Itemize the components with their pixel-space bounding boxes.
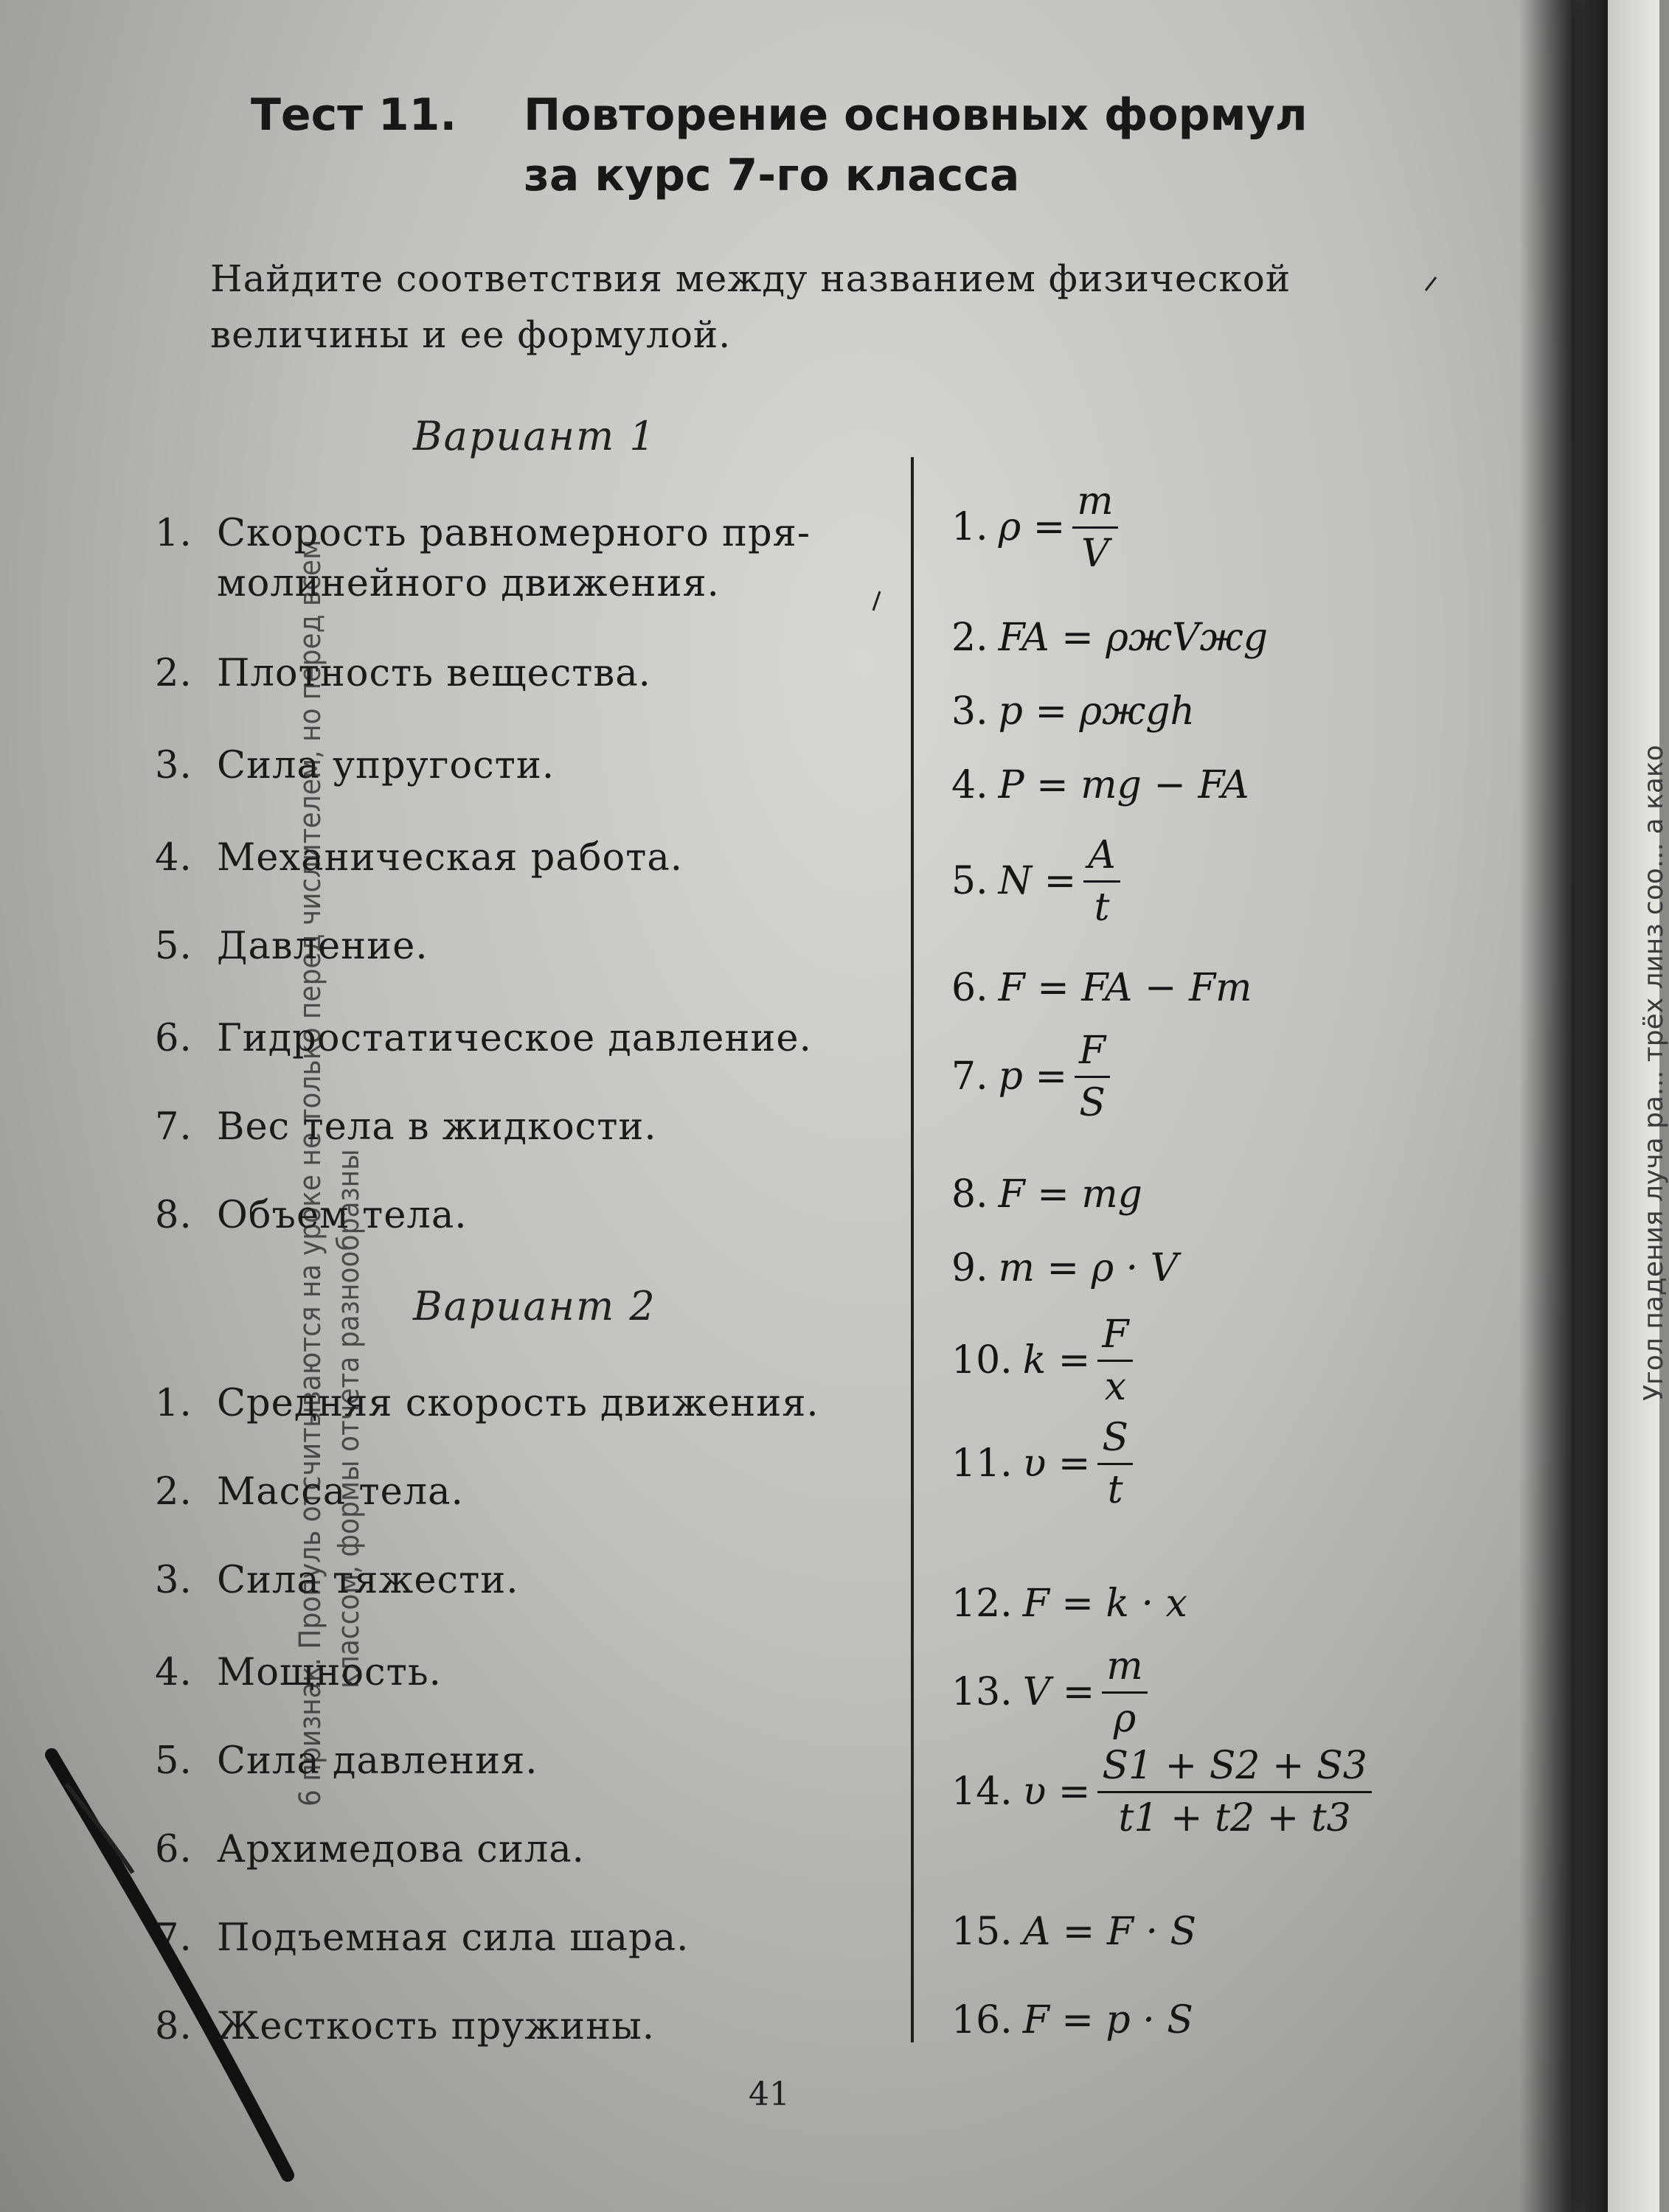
formula-number: 9. bbox=[951, 1246, 988, 1290]
fraction-numerator: F bbox=[1097, 1315, 1133, 1362]
formula-lhs: υ = bbox=[1022, 1441, 1091, 1486]
formula-expression bbox=[998, 479, 1118, 576]
fraction bbox=[1097, 1415, 1133, 1512]
fraction bbox=[1072, 479, 1117, 576]
handwritten-note-line-2: классом, формы отчета разнообразны bbox=[332, 1149, 366, 1688]
variant-1-item-4 bbox=[155, 833, 915, 883]
variant-1-item-5 bbox=[155, 922, 915, 972]
fraction-numerator: F bbox=[1075, 1032, 1110, 1078]
fraction-denominator: x bbox=[1104, 1364, 1127, 1409]
formula-lhs: N = bbox=[998, 859, 1077, 903]
item-label: Жесткость пружины. bbox=[217, 2005, 655, 2048]
page-number: 41 bbox=[749, 2076, 790, 2113]
item-number: 2. bbox=[155, 1470, 192, 1514]
fraction bbox=[1083, 832, 1120, 930]
formula-item-6 bbox=[951, 947, 1252, 1029]
formula-number: 3. bbox=[951, 689, 988, 734]
formula-expression: m = ρ · V bbox=[998, 1246, 1179, 1290]
item-number: 3. bbox=[155, 744, 192, 787]
handwritten-note bbox=[291, 0, 368, 1806]
fraction-denominator: ρ bbox=[1113, 1696, 1137, 1741]
item-number: 6. bbox=[155, 1828, 192, 1871]
item-number: 5. bbox=[155, 1739, 192, 1783]
item-label: Средняя скорость движения. bbox=[217, 1382, 819, 1425]
item-number: 8. bbox=[155, 2005, 192, 2048]
formula-item-9 bbox=[951, 1228, 1178, 1309]
item-number: 7. bbox=[155, 1105, 192, 1149]
item-number: 4. bbox=[155, 836, 192, 880]
formula-number: 5. bbox=[951, 859, 988, 903]
formula-item-3 bbox=[951, 671, 1195, 752]
formula-item-5 bbox=[951, 832, 1120, 930]
formula-expression bbox=[1022, 1415, 1133, 1512]
test-number: Тест 11. bbox=[251, 89, 457, 141]
formula-expression: F = mg bbox=[998, 1172, 1142, 1217]
item-number: 7. bbox=[155, 1916, 192, 1960]
formula-number: 11. bbox=[951, 1441, 1013, 1486]
title-line-1: Повторение основных формул bbox=[524, 89, 1308, 141]
formula-item-13 bbox=[951, 1644, 1148, 1741]
item-label: Масса тела. bbox=[217, 1470, 464, 1514]
formula-number: 8. bbox=[951, 1172, 988, 1217]
fraction-denominator: t1 + t2 + t3 bbox=[1118, 1795, 1351, 1840]
formula-expression: F = FA − Fт bbox=[998, 966, 1252, 1010]
item-label: Сила тяжести. bbox=[217, 1559, 519, 1602]
variant-2-item-2 bbox=[155, 1467, 915, 1517]
fraction bbox=[1097, 1743, 1371, 1840]
formula-number: 15. bbox=[951, 1910, 1013, 1954]
item-label: Вес тела в жидкости. bbox=[217, 1105, 657, 1149]
formula-number: 10. bbox=[951, 1338, 1013, 1382]
formula-expression: P = mg − FA bbox=[998, 763, 1249, 807]
item-number: 1. bbox=[155, 1382, 192, 1425]
title-line-2: за курс 7-го класса bbox=[524, 150, 1020, 201]
fraction-denominator: V bbox=[1081, 531, 1109, 576]
formula-expression bbox=[998, 1028, 1110, 1125]
formula-expression: FA = ρжVжg bbox=[998, 616, 1268, 660]
item-number: 6. bbox=[155, 1017, 192, 1060]
formula-number: 14. bbox=[951, 1770, 1013, 1814]
formula-lhs: p = bbox=[998, 1054, 1068, 1099]
item-number: 4. bbox=[155, 1651, 192, 1694]
item-label: Объем тела. bbox=[217, 1194, 468, 1237]
formula-item-1 bbox=[951, 479, 1118, 576]
formula-expression: F = k · x bbox=[1022, 1582, 1187, 1626]
fraction bbox=[1102, 1644, 1147, 1741]
instruction-line-2: величины и ее формулой. bbox=[210, 313, 732, 356]
variant-1-item-8 bbox=[155, 1191, 915, 1241]
item-number: 1. bbox=[155, 512, 192, 555]
test-title bbox=[251, 85, 1468, 206]
fraction-numerator: S1 + S2 + S3 bbox=[1097, 1747, 1371, 1793]
item-label: Сила давления. bbox=[217, 1739, 538, 1783]
formula-item-7 bbox=[951, 1028, 1110, 1125]
variant-1-item-3 bbox=[155, 741, 915, 791]
fraction bbox=[1075, 1028, 1110, 1125]
item-label: Механическая работа. bbox=[217, 836, 683, 880]
formula-expression: A = F · S bbox=[1022, 1910, 1197, 1954]
item-label: Давление. bbox=[217, 925, 428, 968]
formula-expression bbox=[1022, 1312, 1134, 1409]
item-label: Скорость равномерного пря- молинейного движения. bbox=[217, 512, 811, 605]
formula-expression bbox=[1022, 1644, 1148, 1741]
page-spine-shadow bbox=[1519, 0, 1608, 2212]
formula-expression: p = ρжgh bbox=[998, 689, 1195, 734]
formula-number: 1. bbox=[951, 505, 988, 549]
formula-number: 6. bbox=[951, 966, 988, 1010]
formula-lhs: V = bbox=[1022, 1670, 1095, 1714]
formula-lhs: k = bbox=[1022, 1338, 1091, 1382]
fraction-numerator: A bbox=[1083, 836, 1120, 883]
variant-1-item-6 bbox=[155, 1014, 915, 1064]
stray-mark bbox=[869, 590, 884, 612]
pen-stroke-mark bbox=[44, 1740, 295, 2183]
fraction-denominator: t bbox=[1107, 1467, 1123, 1512]
item-label: Сила упругости. bbox=[217, 744, 555, 787]
item-label: Плотность вещества. bbox=[217, 652, 651, 695]
variant-1-item-7 bbox=[155, 1102, 915, 1152]
item-number: 2. bbox=[155, 652, 192, 695]
fraction-numerator: m bbox=[1072, 482, 1117, 529]
fraction-denominator: t bbox=[1094, 885, 1110, 930]
instruction-line-1: Найдите соответствия между названием физической bbox=[210, 257, 1291, 300]
formula-number: 2. bbox=[951, 616, 988, 660]
stray-comma-mark bbox=[1420, 273, 1442, 295]
formula-item-10 bbox=[951, 1312, 1133, 1409]
handwritten-note-line-1: 6 признак. Пропуль отсчитываются на уроке не только перед числителем, но перед всем bbox=[294, 539, 327, 1806]
variant-2-item-4 bbox=[155, 1648, 915, 1698]
variant-2-heading: Вариант 2 bbox=[413, 1283, 656, 1329]
formula-expression bbox=[1022, 1743, 1372, 1840]
formula-item-12 bbox=[951, 1563, 1187, 1644]
formula-item-8 bbox=[951, 1154, 1142, 1235]
formula-expression: F = p · S bbox=[1022, 1998, 1193, 2042]
variant-2-item-3 bbox=[155, 1556, 915, 1606]
variant-2-item-1 bbox=[155, 1379, 915, 1429]
formula-lhs: ρ = bbox=[998, 505, 1066, 549]
item-label: Подъемная сила шара. bbox=[217, 1916, 690, 1960]
adjacent-page-text: Угол падения луча ра... трёх линз соо... а како bbox=[1639, 745, 1669, 1401]
formula-lhs: υ = bbox=[1022, 1770, 1091, 1814]
instruction-text bbox=[210, 251, 1464, 363]
fraction bbox=[1097, 1312, 1133, 1409]
formula-item-16 bbox=[951, 1980, 1193, 2061]
item-number: 5. bbox=[155, 925, 192, 968]
fraction-denominator: S bbox=[1079, 1080, 1106, 1125]
formula-item-2 bbox=[951, 597, 1268, 678]
column-divider bbox=[911, 457, 914, 2042]
formula-expression bbox=[998, 832, 1120, 930]
fraction-numerator: S bbox=[1097, 1419, 1133, 1465]
formula-item-15 bbox=[951, 1891, 1196, 1972]
variant-1-heading: Вариант 1 bbox=[413, 413, 656, 459]
item-label: Архимедова сила. bbox=[217, 1828, 585, 1871]
item-label: Мощность. bbox=[217, 1651, 442, 1694]
formula-number: 13. bbox=[951, 1670, 1013, 1714]
formula-number: 7. bbox=[951, 1054, 988, 1099]
formula-item-4 bbox=[951, 745, 1249, 826]
fraction-numerator: m bbox=[1102, 1647, 1147, 1694]
variant-1-item-1 bbox=[155, 509, 915, 609]
item-number: 8. bbox=[155, 1194, 192, 1237]
formula-item-11 bbox=[951, 1415, 1133, 1512]
formula-item-14 bbox=[951, 1743, 1372, 1840]
item-label: Гидростатическое давление. bbox=[217, 1017, 812, 1060]
formula-number: 4. bbox=[951, 763, 988, 807]
item-number: 3. bbox=[155, 1559, 192, 1602]
variant-1-item-2 bbox=[155, 649, 915, 699]
formula-number: 16. bbox=[951, 1998, 1013, 2042]
formula-number: 12. bbox=[951, 1582, 1013, 1626]
